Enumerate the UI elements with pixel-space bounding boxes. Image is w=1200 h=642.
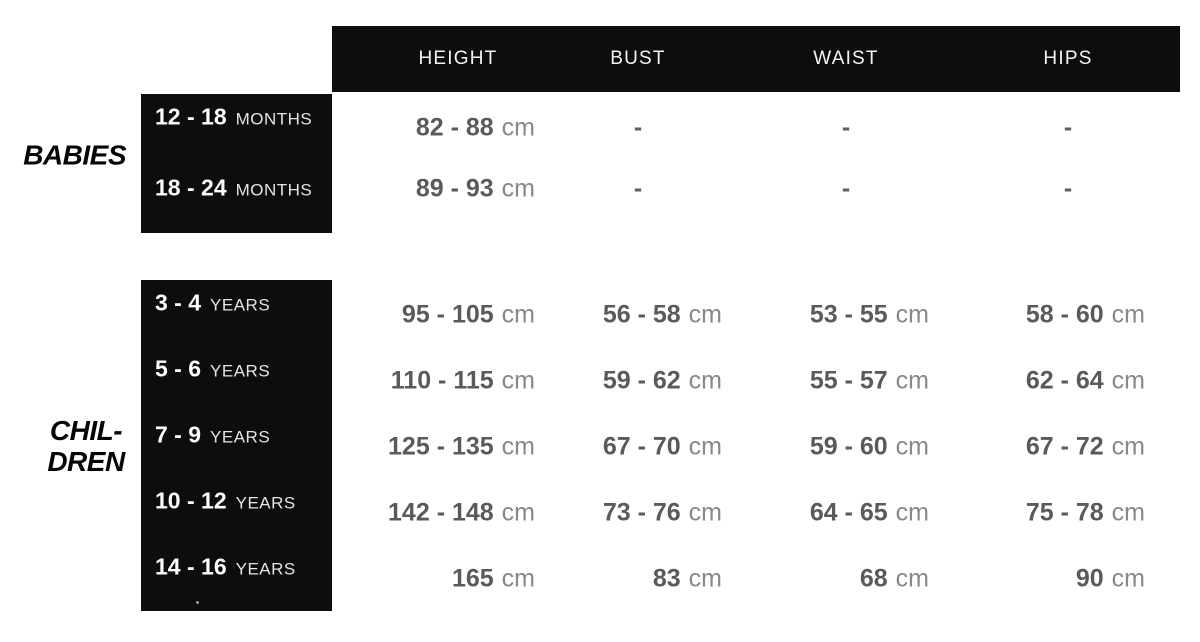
measurement-cell [810, 301, 929, 330]
measurement-cell [1026, 301, 1145, 330]
measurement-value: 55 - 57 [809, 366, 888, 395]
measurement-value: 165 [451, 564, 494, 593]
age-range-label: 18 - 24 [155, 174, 227, 201]
measurement-unit: cm [1111, 564, 1145, 593]
group-label-children [21, 415, 151, 477]
measurement-value: 110 - 115 [390, 366, 494, 395]
empty-cell-dash: - [633, 113, 643, 142]
age-unit-label: YEARS [235, 493, 296, 513]
empty-cell-dash: - [633, 174, 643, 203]
measurement-value: 125 - 135 [388, 432, 494, 461]
measurement-value: 53 - 55 [809, 300, 888, 329]
measurement-value: 67 - 72 [1025, 432, 1104, 461]
measurement-unit: cm [895, 564, 929, 593]
measurement-cell [402, 301, 535, 330]
measurement-cell [388, 433, 535, 462]
measurement-unit: cm [895, 432, 929, 461]
measurement-value: 59 - 62 [602, 366, 681, 395]
measurement-value: 89 - 93 [415, 174, 494, 203]
measurement-unit: cm [688, 498, 722, 527]
measurement-value: 73 - 76 [602, 498, 681, 527]
measurement-cell [810, 433, 929, 462]
measurement-unit: cm [688, 300, 722, 329]
measurement-cell [653, 565, 722, 594]
measurement-value: 82 - 88 [415, 113, 494, 142]
measurement-value: 68 [859, 564, 888, 593]
age-unit-label: YEARS [210, 427, 271, 447]
age-range-label: 12 - 18 [155, 103, 227, 130]
measurement-unit: cm [501, 300, 535, 329]
measurement-unit: cm [501, 174, 535, 203]
measurement-unit: cm [501, 366, 535, 395]
group-label-babies [0, 140, 126, 171]
group-label-children-line1: CHIL- [49, 415, 123, 446]
age-range-label: 10 - 12 [155, 487, 227, 514]
age-row-children-2 [155, 422, 270, 449]
measurement-unit: cm [1111, 432, 1145, 461]
measurement-cell [391, 367, 535, 396]
measurement-value: 62 - 64 [1025, 366, 1104, 395]
measurement-cell [1076, 565, 1145, 594]
measurement-unit: cm [1111, 366, 1145, 395]
measurement-cell [810, 499, 929, 528]
measurement-cell [603, 367, 722, 396]
measurement-unit: cm [688, 432, 722, 461]
column-header-waist: WAIST [813, 48, 879, 69]
measurement-cell [860, 565, 929, 594]
measurement-cell [388, 499, 535, 528]
empty-cell-dash: - [1063, 113, 1073, 142]
measurement-value: 59 - 60 [809, 432, 888, 461]
measurement-unit: cm [501, 564, 535, 593]
measurement-unit: cm [1111, 498, 1145, 527]
age-row-children-0 [155, 290, 270, 317]
measurement-unit: cm [501, 113, 535, 142]
measurement-cell [416, 114, 535, 143]
age-unit-label: YEARS [235, 559, 296, 579]
age-row-children-1 [155, 356, 270, 383]
measurement-unit: cm [895, 498, 929, 527]
age-row-children-4 [155, 554, 296, 581]
measurement-value: 58 - 60 [1025, 300, 1104, 329]
measurement-unit: cm [688, 564, 722, 593]
measurement-cell [603, 301, 722, 330]
measurement-cell [416, 175, 535, 204]
measurement-value: 90 [1075, 564, 1104, 593]
age-row-children-3 [155, 488, 296, 515]
age-unit-label: YEARS [210, 295, 271, 315]
measurement-value: 142 - 148 [388, 498, 494, 527]
measurement-value: 75 - 78 [1025, 498, 1104, 527]
measurement-value: 64 - 65 [809, 498, 888, 527]
age-range-label: 5 - 6 [155, 355, 202, 382]
age-unit-label: MONTHS [235, 180, 313, 200]
age-range-label: 14 - 16 [155, 553, 227, 580]
measurement-cell [1026, 367, 1145, 396]
group-label-children-line2: DREN [47, 446, 125, 477]
column-header-bust: BUST [610, 48, 666, 69]
table-header-bar [332, 26, 1180, 92]
age-range-label: 7 - 9 [155, 421, 202, 448]
age-row-babies-0 [155, 104, 312, 131]
empty-cell-dash: - [1063, 174, 1073, 203]
measurement-unit: cm [501, 498, 535, 527]
measurement-value: 83 [652, 564, 681, 593]
measurement-cell [452, 565, 535, 594]
measurement-unit: cm [895, 300, 929, 329]
measurement-cell [1026, 433, 1145, 462]
measurement-unit: cm [501, 432, 535, 461]
speck-artifact [196, 601, 199, 604]
measurement-cell [1026, 499, 1145, 528]
measurement-unit: cm [1111, 300, 1145, 329]
measurement-unit: cm [688, 366, 722, 395]
measurement-value: 67 - 70 [602, 432, 681, 461]
column-header-hips: HIPS [1043, 48, 1093, 69]
measurement-value: 95 - 105 [401, 300, 494, 329]
column-header-height: HEIGHT [418, 48, 498, 69]
group-label-babies-text: BABIES [23, 139, 126, 171]
age-range-label: 3 - 4 [155, 289, 202, 316]
age-unit-label: MONTHS [235, 109, 313, 129]
age-row-babies-1 [155, 175, 312, 202]
measurement-cell [603, 433, 722, 462]
empty-cell-dash: - [841, 113, 851, 142]
measurement-cell [603, 499, 722, 528]
empty-cell-dash: - [841, 174, 851, 203]
measurement-cell [810, 367, 929, 396]
measurement-value: 56 - 58 [602, 300, 681, 329]
age-unit-label: YEARS [210, 361, 271, 381]
measurement-unit: cm [895, 366, 929, 395]
